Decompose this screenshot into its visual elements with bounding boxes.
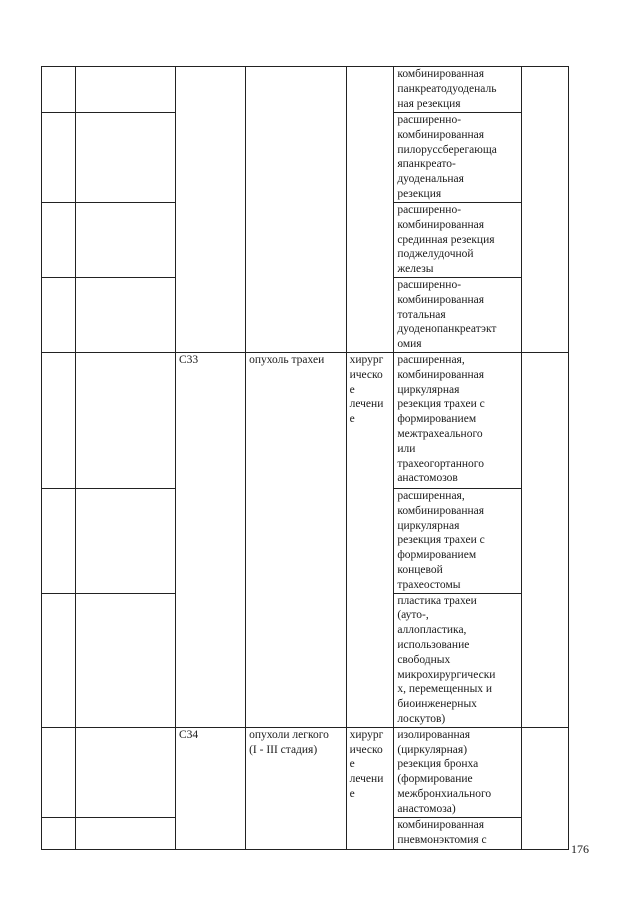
page-number: 176 bbox=[571, 842, 589, 856]
table-cell-method bbox=[394, 113, 522, 203]
medical-procedures-table bbox=[41, 66, 569, 850]
table-cell-code bbox=[176, 353, 246, 728]
table-cell-profile bbox=[75, 278, 176, 353]
table-cell-method bbox=[394, 203, 522, 278]
table-cell-profile bbox=[75, 353, 176, 489]
table-cell-treatment bbox=[346, 727, 394, 849]
table-cell-method bbox=[394, 67, 522, 113]
table-cell-number bbox=[42, 113, 76, 203]
method-text: расширенно- комбинированная срединная резекция поджелудочной железы bbox=[397, 204, 495, 276]
table-cell-profile bbox=[75, 67, 176, 113]
table-cell-profile bbox=[75, 593, 176, 727]
table-cell-treatment bbox=[346, 353, 394, 728]
disease-text: опухоли легкого (I - III стадия) bbox=[249, 728, 329, 756]
table-cell-number bbox=[42, 353, 76, 489]
method-text: пластика трахеи (ауто-, аллопластика, использование свободных микрохирургически х, перемещенных и биоинженерных лоскутов) bbox=[397, 594, 496, 725]
table-cell-method bbox=[394, 489, 522, 594]
table-cell-number bbox=[42, 67, 76, 113]
treatment-text: хирург ическо е лечени е bbox=[349, 354, 384, 426]
treatment-text: хирург ическо е лечени е bbox=[349, 728, 384, 800]
table-cell-method bbox=[394, 593, 522, 727]
table-cell-disease bbox=[246, 67, 347, 353]
table-cell-number bbox=[42, 489, 76, 594]
method-text: комбинированная пневмонэктомия с bbox=[397, 818, 487, 846]
table-cell-profile bbox=[75, 727, 176, 817]
table-cell-number bbox=[42, 203, 76, 278]
table-cell-profile bbox=[75, 817, 176, 849]
table-cell-norm bbox=[522, 353, 569, 728]
method-text: расширенная, комбинированная циркулярная резекция трахеи с формированием концевой трахеостомы bbox=[397, 490, 485, 591]
table-cell-method bbox=[394, 278, 522, 353]
table-cell-disease bbox=[246, 353, 347, 728]
table-row bbox=[42, 353, 569, 489]
table-row bbox=[42, 727, 569, 817]
table-row bbox=[42, 67, 569, 113]
table-cell-method bbox=[394, 727, 522, 817]
method-text: изолированная (циркулярная) резекция бронха (формирование межбронхиального анастомоза) bbox=[397, 728, 492, 815]
table-cell-code bbox=[176, 727, 246, 849]
table-cell-method bbox=[394, 353, 522, 489]
table-cell-number bbox=[42, 727, 76, 817]
method-text: расширенная, комбинированная циркулярная резекция трахеи с формированием межтрахеального или трахеогортанного анастомозов bbox=[397, 354, 485, 485]
method-text: расширенно- комбинированная тотальная дуоденопанкреатэкт омия bbox=[397, 279, 497, 351]
table-cell-norm bbox=[522, 727, 569, 849]
code-text: С34 bbox=[179, 728, 199, 741]
table-cell-profile bbox=[75, 203, 176, 278]
table-cell-treatment bbox=[346, 67, 394, 353]
table-cell-code bbox=[176, 67, 246, 353]
table-cell-profile bbox=[75, 489, 176, 594]
table-cell-norm bbox=[522, 67, 569, 353]
table-cell-disease bbox=[246, 727, 347, 849]
disease-text: опухоль трахеи bbox=[249, 354, 325, 366]
table-cell-number bbox=[42, 593, 76, 727]
table-cell-number bbox=[42, 278, 76, 353]
code-text: С33 bbox=[179, 354, 199, 366]
method-text: комбинированная панкреатодуоденаль ная резекция bbox=[397, 68, 497, 110]
table-cell-method bbox=[394, 817, 522, 849]
table-cell-number bbox=[42, 817, 76, 849]
method-text: расширенно- комбинированная пилоруссберегающа япанкреато- дуоденальная резекция bbox=[397, 114, 497, 200]
table-cell-profile bbox=[75, 113, 176, 203]
